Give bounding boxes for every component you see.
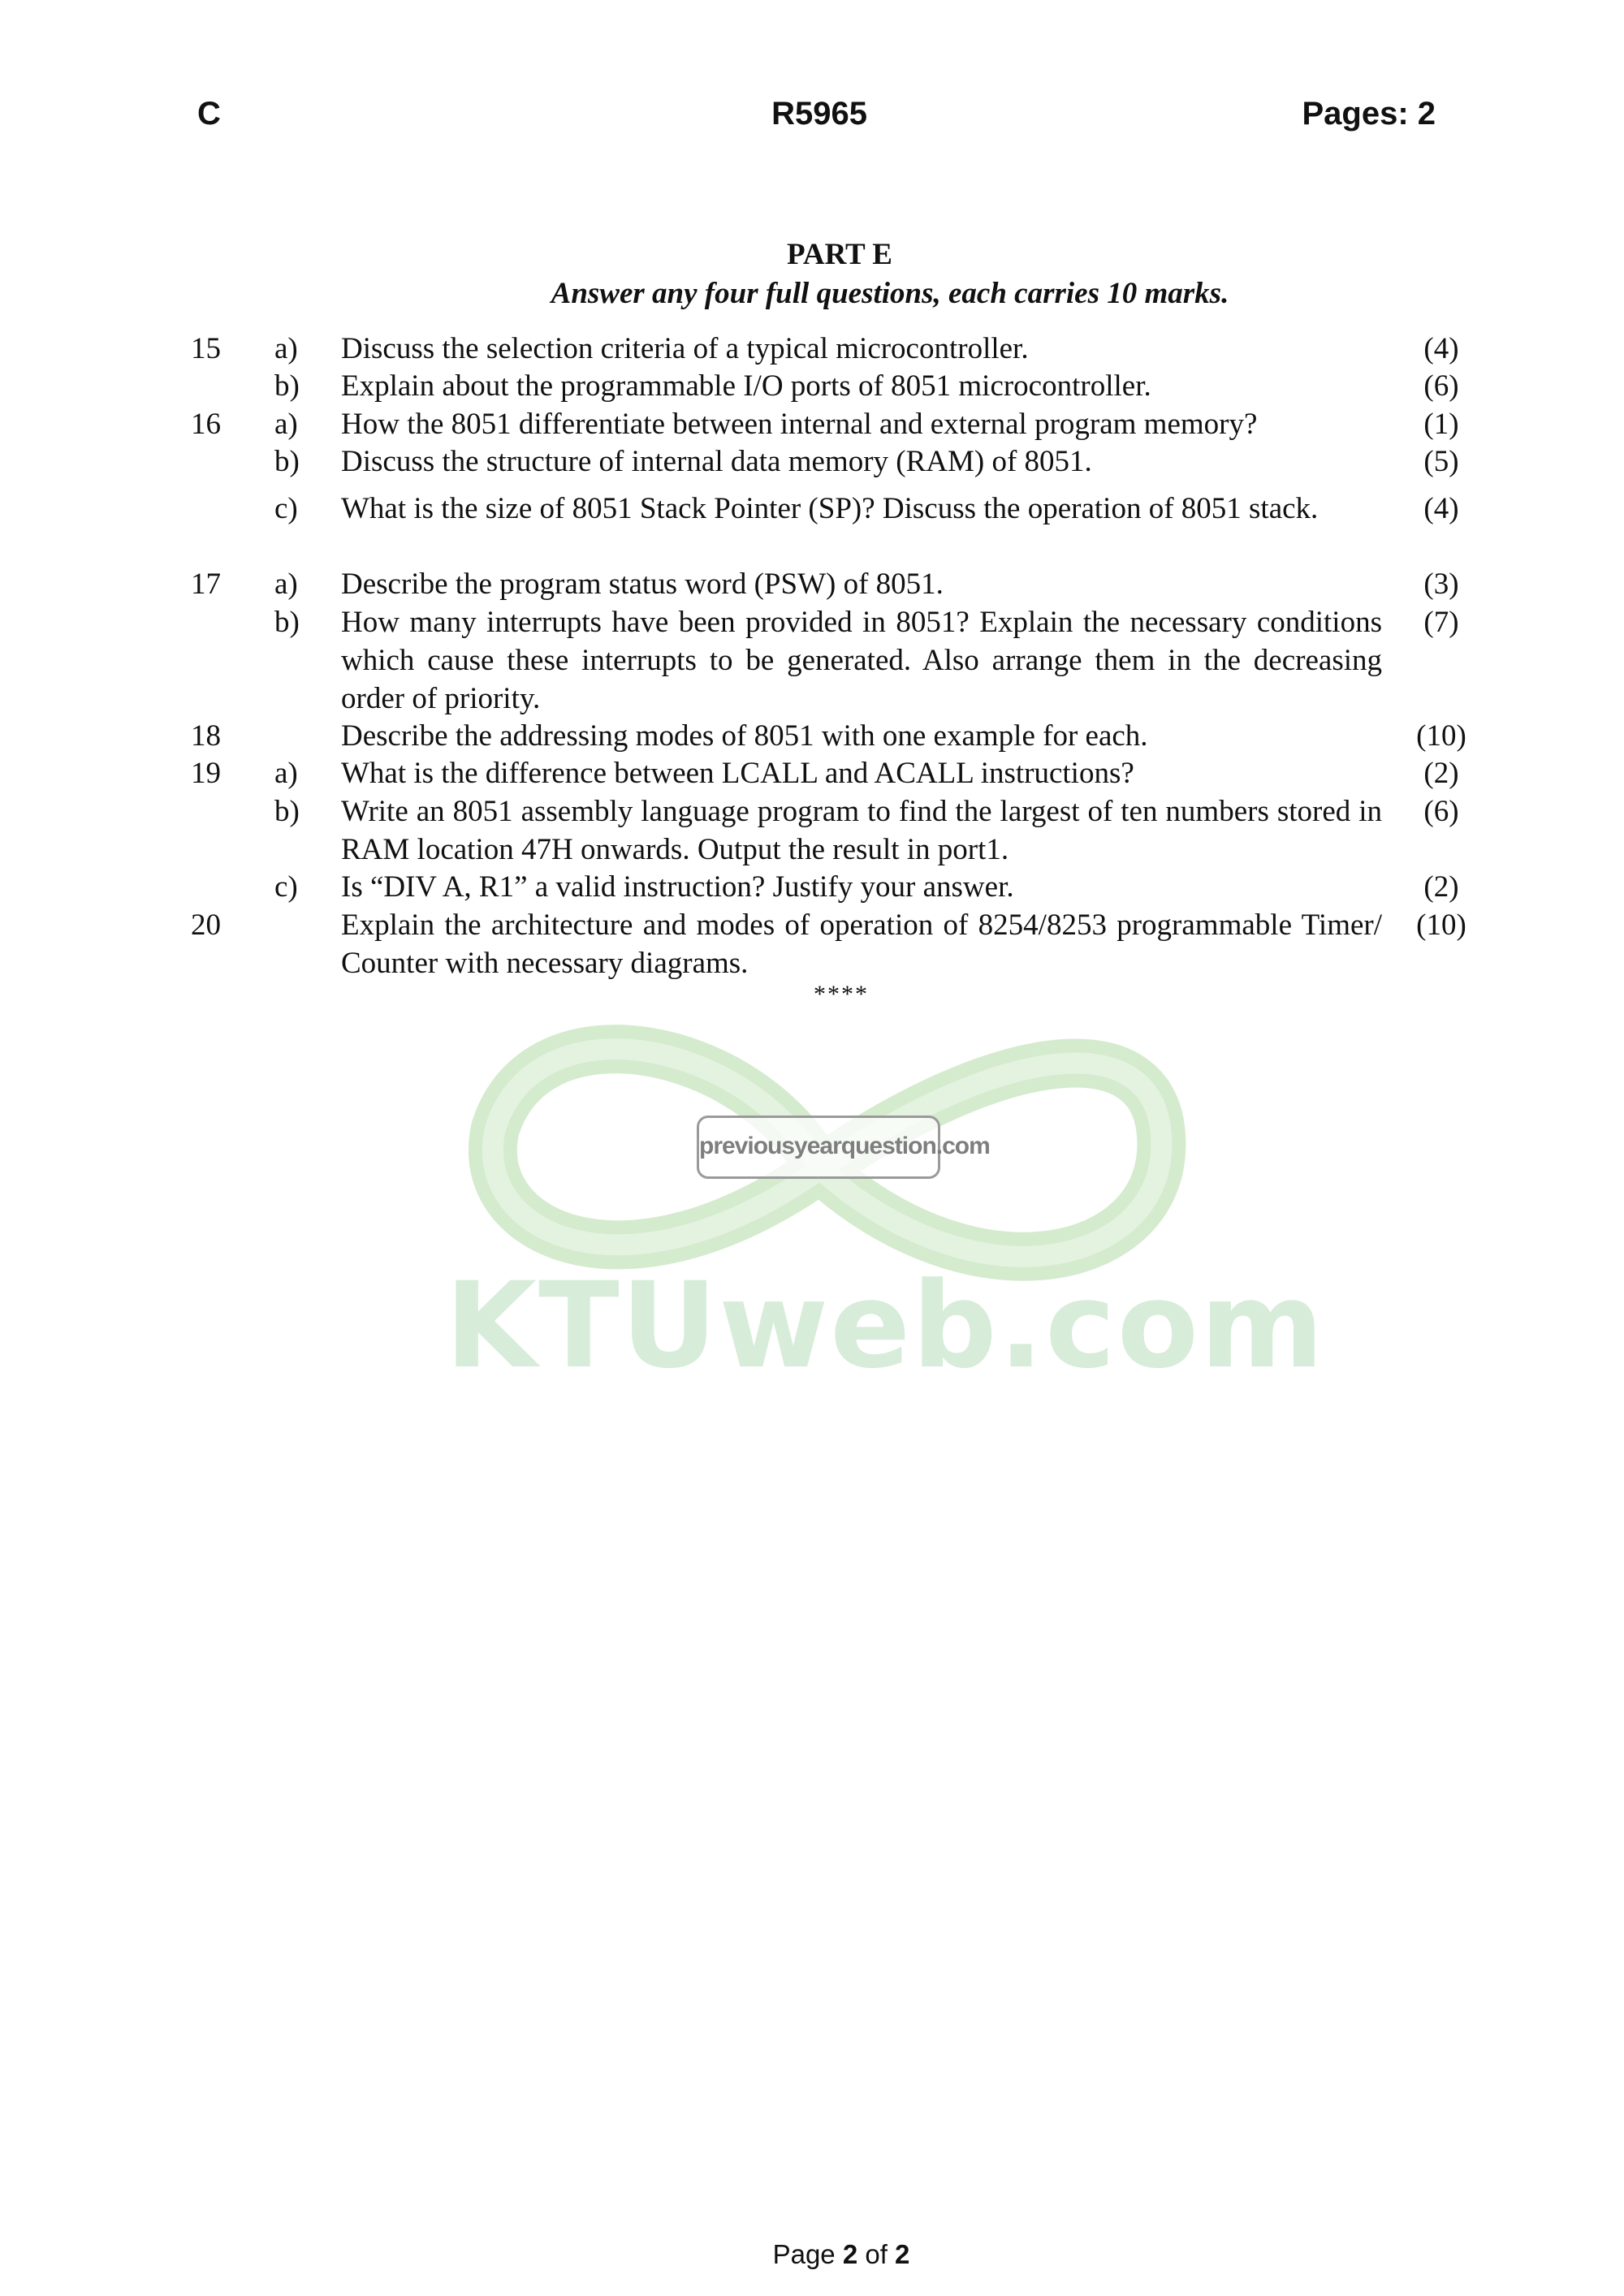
question-text: Explain about the programmable I/O ports of 8051 microcontroller. [341, 369, 1151, 403]
question-text: Write an 8051 assembly language program to find the largest of ten numbers stored in RAM location 47H onwards. Output the result in port1. [341, 795, 1382, 866]
footer-middle: of [857, 2239, 896, 2269]
question-marks: (6) [1423, 369, 1459, 403]
question-number: 20 [191, 908, 221, 942]
question-marks: (10) [1416, 908, 1466, 942]
question-text: How the 8051 differentiate between internal and external program memory? [341, 408, 1258, 441]
page-footer [29, 2239, 1624, 2270]
watermark-badge: previousyearquestion.com [697, 1116, 940, 1179]
footer-prefix: Page [772, 2239, 843, 2269]
part-title: PART E [787, 238, 892, 271]
end-marker: **** [814, 981, 869, 1008]
question-marks: (4) [1423, 492, 1459, 525]
question-marks: (10) [1416, 719, 1466, 753]
question-marks: (2) [1423, 870, 1459, 904]
question-sub-label: c) [274, 870, 298, 904]
watermark-text: KTUweb.com [445, 1257, 1326, 1395]
question-text: Describe the program status word (PSW) of 8051. [341, 568, 944, 601]
question-marks: (3) [1423, 568, 1459, 601]
question-number: 17 [191, 568, 221, 601]
question-text: Describe the addressing modes of 8051 with one example for each. [341, 719, 1148, 753]
header-code: R5965 [771, 96, 867, 132]
question-number: 19 [191, 757, 221, 790]
question-text: Is “DIV A, R1” a valid instruction? Justify your answer. [341, 870, 1014, 904]
question-number: 15 [191, 332, 221, 365]
question-marks: (7) [1423, 606, 1459, 639]
question-text: Explain the architecture and modes of operation of 8254/8253 programmable Timer/ Counter with necessary diagrams. [341, 908, 1382, 980]
question-text: What is the difference between LCALL and ACALL instructions? [341, 757, 1134, 790]
question-text: What is the size of 8051 Stack Pointer (SP)? Discuss the operation of 8051 stack. [341, 492, 1319, 525]
header-series: C [197, 96, 221, 132]
question-sub-label: a) [274, 568, 298, 601]
question-number: 18 [191, 719, 221, 753]
header-pages: Pages: 2 [1302, 96, 1436, 132]
footer-current-page: 2 [842, 2239, 858, 2269]
part-instruction: Answer any four full questions, each carries 10 marks. [551, 277, 1229, 310]
footer-total-pages: 2 [895, 2239, 910, 2269]
question-sub-label: a) [274, 757, 298, 790]
question-sub-label: b) [274, 369, 300, 403]
question-marks: (1) [1423, 408, 1459, 441]
question-marks: (2) [1423, 757, 1459, 790]
question-sub-label: b) [274, 795, 300, 828]
question-marks: (4) [1423, 332, 1459, 365]
question-sub-label: a) [274, 408, 298, 441]
question-text: Discuss the structure of internal data memory (RAM) of 8051. [341, 445, 1092, 478]
question-sub-label: b) [274, 606, 300, 639]
question-sub-label: a) [274, 332, 298, 365]
question-text: How many interrupts have been provided in 8051? Explain the necessary conditions which cause these interrupts to be generated. Also arrange them in the decreasing order of priority. [341, 606, 1382, 715]
question-number: 16 [191, 408, 221, 441]
question-marks: (5) [1423, 445, 1459, 478]
question-sub-label: b) [274, 445, 300, 478]
question-sub-label: c) [274, 492, 298, 525]
question-marks: (6) [1423, 795, 1459, 828]
question-text: Discuss the selection criteria of a typical microcontroller. [341, 332, 1029, 365]
